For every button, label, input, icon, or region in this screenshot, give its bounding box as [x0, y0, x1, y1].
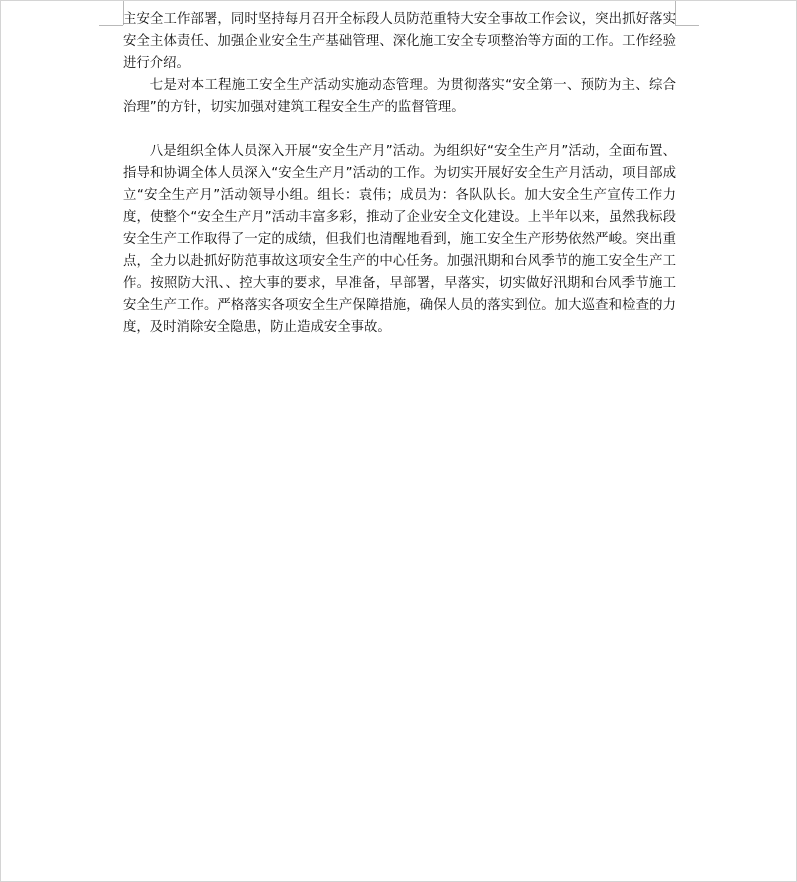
document-body: [123, 1, 676, 339]
paragraph-seven: 七是对本工程施工安全生产活动实施动态管理。为贯彻落实“安全第一、预防为主、综合治理”的方针，切实加强对建筑工程安全生产的监督管理。: [123, 78, 676, 115]
paragraph-eight: 八是组织全体人员深入开展“安全生产月”活动。为组织好“安全生产月”活动，全面布置、指导和协调全体人员深入“安全生产月”活动的工作。为切实开展好安全生产月活动，项目部成立“安全生产月”活动领导小组。组长：袁伟；成员为：各队队长。加大安全生产宣传工作力度，使整个“安全生产月”活动丰富多彩，推动了企业安全文化建设。上半年以来，虽然我标段安全生产工作取得了一定的成绩，但我们也清醒地看到，施工安全生产形势依然严峻。突出重点，全力以赴抓好防范事故这项安全生产的中心任务。加强汛期和台风季节的施工安全生产工作。按照防大汛、、控大事的要求，早准备，早部署，早落实，切实做好汛期和台风季节施工安全生产工作。严格落实各项安全生产保障措施，确保人员的落实到位。加大巡查和检查的力度，及时消除安全隐患，防止造成安全事故。: [123, 144, 676, 335]
crop-mark-top-right-horizontal: [675, 25, 699, 26]
crop-mark-top-left-horizontal: [99, 25, 123, 26]
paragraph-continued: 主安全工作部署，同时坚持每月召开全标段人员防范重特大安全事故工作会议，突出抓好落实安全主体责任、加强企业安全生产基础管理、深化施工安全专项整治等方面的工作。工作经验进行介绍。: [123, 12, 676, 71]
blank-line: [123, 119, 676, 141]
